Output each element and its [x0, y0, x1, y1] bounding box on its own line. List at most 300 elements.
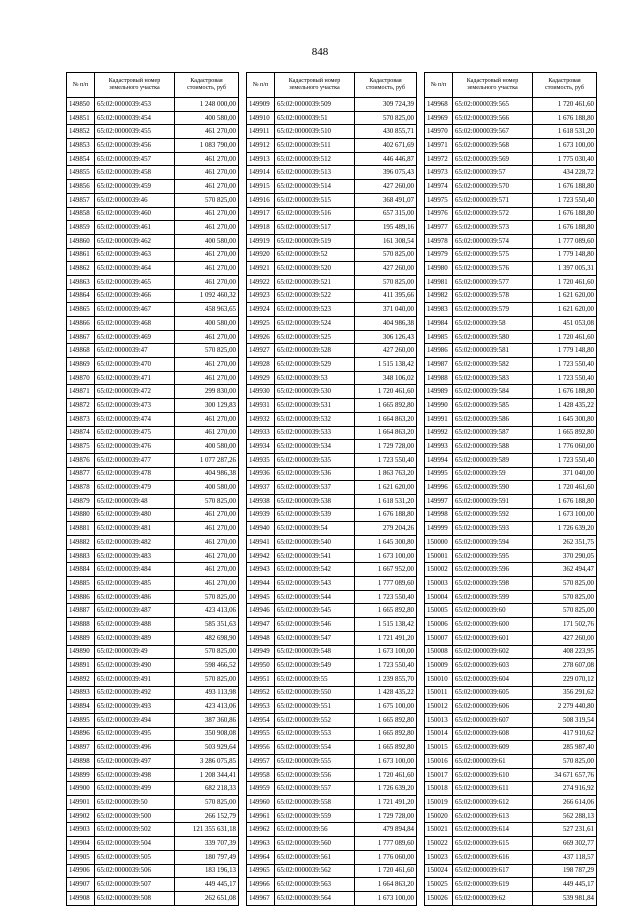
cadastral-value: 1 673 100,00 [355, 891, 417, 905]
table-row [67, 193, 239, 207]
row-number: 149894 [67, 700, 95, 714]
cadastral-value: 461 270,00 [175, 508, 239, 522]
cadastral-number: 65:02:0000039:525 [275, 330, 355, 344]
row-number: 149884 [67, 563, 95, 577]
table-row [425, 440, 597, 454]
row-number: 149965 [247, 864, 275, 878]
table-row [247, 481, 417, 495]
header-cadastral: Кадастровый номер земельного участка [453, 73, 533, 98]
cadastral-value: 503 929,64 [175, 741, 239, 755]
row-number: 149897 [67, 741, 95, 755]
cadastral-number: 65:02:0000039:610 [453, 768, 533, 782]
cadastral-number: 65:02:0000039:469 [95, 330, 175, 344]
cadastral-value: 1 673 100,00 [533, 139, 597, 153]
cadastral-number: 65:02:0000039:529 [275, 358, 355, 372]
cadastral-number: 65:02:0000039:51 [275, 111, 355, 125]
row-number: 149960 [247, 796, 275, 810]
cadastral-value: 1 776 060,00 [355, 850, 417, 864]
cadastral-number: 65:02:0000039:585 [453, 399, 533, 413]
cadastral-value: 570 825,00 [175, 590, 239, 604]
table-row [425, 508, 597, 522]
cadastral-number: 65:02:0000039:567 [453, 125, 533, 139]
table-row [67, 98, 239, 112]
row-number: 149874 [67, 426, 95, 440]
cadastral-number: 65:02:0000039:609 [453, 741, 533, 755]
table-row [247, 645, 417, 659]
cadastral-number: 65:02:0000039:453 [95, 98, 175, 112]
cadastral-value: 1 621 620,00 [533, 303, 597, 317]
table-row [67, 385, 239, 399]
cadastral-number: 65:02:0000039:542 [275, 563, 355, 577]
cadastral-number: 65:02:0000039:578 [453, 289, 533, 303]
cadastral-number: 65:02:0000039:552 [275, 713, 355, 727]
cadastral-value: 1 723 550,40 [533, 193, 597, 207]
cadastral-number: 65:02:0000039:488 [95, 618, 175, 632]
cadastral-value: 1 083 790,00 [175, 139, 239, 153]
header-num: № п/п [67, 73, 95, 98]
table-row [247, 522, 417, 536]
cadastral-number: 65:02:0000039:573 [453, 221, 533, 235]
cadastral-number: 65:02:0000039:459 [95, 180, 175, 194]
cadastral-value: 1 673 100,00 [533, 508, 597, 522]
table-row [67, 727, 239, 741]
row-number: 149937 [247, 481, 275, 495]
cadastral-value: 279 204,26 [355, 522, 417, 536]
cadastral-value: 1 776 060,00 [533, 440, 597, 454]
row-number: 149862 [67, 262, 95, 276]
cadastral-value: 446 446,87 [355, 152, 417, 166]
cadastral-number: 65:02:0000039:52 [275, 248, 355, 262]
cadastral-number: 65:02:0000039:475 [95, 426, 175, 440]
table-row [247, 590, 417, 604]
table-row [425, 317, 597, 331]
row-number: 150018 [425, 782, 453, 796]
cadastral-value: 1 664 863,20 [355, 412, 417, 426]
table-row [247, 426, 417, 440]
cadastral-number: 65:02:0000039:50 [95, 796, 175, 810]
table-row [247, 741, 417, 755]
table-row [425, 891, 597, 905]
row-number: 149871 [67, 385, 95, 399]
row-number: 149922 [247, 275, 275, 289]
cadastral-value: 1 777 089,60 [533, 234, 597, 248]
row-number: 149956 [247, 741, 275, 755]
row-number: 149901 [67, 796, 95, 810]
row-number: 149936 [247, 467, 275, 481]
cadastral-number: 65:02:0000039:528 [275, 344, 355, 358]
row-number: 149949 [247, 645, 275, 659]
cadastral-value: 368 491,07 [355, 193, 417, 207]
cadastral-number: 65:02:0000039:464 [95, 262, 175, 276]
row-number: 150021 [425, 823, 453, 837]
row-number: 150010 [425, 672, 453, 686]
table-row [67, 618, 239, 632]
cadastral-number: 65:02:0000039:492 [95, 686, 175, 700]
cadastral-number: 65:02:0000039:560 [275, 837, 355, 851]
cadastral-number: 65:02:0000039:566 [453, 111, 533, 125]
row-number: 149900 [67, 782, 95, 796]
cadastral-value: 1 676 188,80 [533, 207, 597, 221]
cadastral-number: 65:02:0000039:482 [95, 536, 175, 550]
cadastral-value: 1 721 491,20 [355, 631, 417, 645]
row-number: 150002 [425, 563, 453, 577]
cadastral-value: 1 723 550,40 [533, 358, 597, 372]
cadastral-number: 65:02:0000039:596 [453, 563, 533, 577]
cadastral-number: 65:02:0000039:473 [95, 399, 175, 413]
table-row [67, 344, 239, 358]
cadastral-number: 65:02:0000039:484 [95, 563, 175, 577]
cadastral-value: 1 618 531,20 [533, 125, 597, 139]
table-row [425, 371, 597, 385]
row-number: 149958 [247, 768, 275, 782]
cadastral-number: 65:02:0000039:454 [95, 111, 175, 125]
row-number: 149867 [67, 330, 95, 344]
cadastral-number: 65:02:0000039:504 [95, 837, 175, 851]
cadastral-number: 65:02:0000039:551 [275, 700, 355, 714]
cadastral-value: 461 270,00 [175, 248, 239, 262]
cadastral-value: 1 720 461,60 [533, 98, 597, 112]
table-body [425, 98, 597, 906]
table-row [67, 152, 239, 166]
cadastral-number: 65:02:0000039:558 [275, 796, 355, 810]
table-row [247, 317, 417, 331]
row-number: 149893 [67, 686, 95, 700]
table-row [67, 399, 239, 413]
cadastral-value: 1 775 030,40 [533, 152, 597, 166]
row-number: 149906 [67, 864, 95, 878]
cadastral-number: 65:02:0000039:471 [95, 371, 175, 385]
cadastral-number: 65:02:0000039:467 [95, 303, 175, 317]
table-row [247, 563, 417, 577]
cadastral-value: 262 651,08 [175, 891, 239, 905]
cadastral-value: 195 489,16 [355, 221, 417, 235]
cadastral-number: 65:02:0000039:537 [275, 481, 355, 495]
table-row [425, 98, 597, 112]
table-row [67, 330, 239, 344]
table-row [67, 125, 239, 139]
row-number: 150024 [425, 864, 453, 878]
table-row [67, 207, 239, 221]
cadastral-value: 570 825,00 [533, 577, 597, 591]
cadastral-value: 461 270,00 [175, 207, 239, 221]
cadastral-number: 65:02:0000039:477 [95, 453, 175, 467]
cadastral-number: 65:02:0000039:474 [95, 412, 175, 426]
cadastral-number: 65:02:0000039:499 [95, 782, 175, 796]
table-row [67, 796, 239, 810]
table-row [425, 590, 597, 604]
cadastral-value: 1 667 952,00 [355, 563, 417, 577]
table-row [247, 700, 417, 714]
row-number: 149945 [247, 590, 275, 604]
table-row [247, 659, 417, 673]
row-number: 149918 [247, 221, 275, 235]
row-number: 149993 [425, 440, 453, 454]
cadastral-number: 65:02:0000039:564 [275, 891, 355, 905]
cadastral-value: 570 825,00 [355, 248, 417, 262]
cadastral-number: 65:02:0000039:598 [453, 577, 533, 591]
row-number: 149882 [67, 536, 95, 550]
cadastral-value: 1 675 100,00 [355, 700, 417, 714]
table-row [425, 494, 597, 508]
table-row [425, 864, 597, 878]
cadastral-value: 570 825,00 [533, 755, 597, 769]
cadastral-number: 65:02:0000039:530 [275, 385, 355, 399]
cadastral-number: 65:02:0000039:555 [275, 755, 355, 769]
row-number: 149988 [425, 371, 453, 385]
row-number: 149895 [67, 713, 95, 727]
table-row [247, 399, 417, 413]
row-number: 150007 [425, 631, 453, 645]
cadastral-number: 65:02:0000039:507 [95, 878, 175, 892]
row-number: 149904 [67, 837, 95, 851]
table-row [425, 234, 597, 248]
cadastral-value: 1 676 188,80 [533, 111, 597, 125]
cadastral-value: 570 825,00 [175, 645, 239, 659]
cadastral-value: 449 445,17 [175, 878, 239, 892]
row-number: 149955 [247, 727, 275, 741]
table-row [247, 837, 417, 851]
table-row [247, 152, 417, 166]
row-number: 149914 [247, 166, 275, 180]
row-number: 149909 [247, 98, 275, 112]
table-row [425, 467, 597, 481]
row-number: 149940 [247, 522, 275, 536]
table-header-row [67, 73, 239, 98]
cadastral-value: 350 908,08 [175, 727, 239, 741]
cadastral-number: 65:02:0000039:476 [95, 440, 175, 454]
table-row [425, 385, 597, 399]
table-row [67, 809, 239, 823]
cadastral-value: 356 291,62 [533, 686, 597, 700]
cadastral-number: 65:02:0000039:462 [95, 234, 175, 248]
cadastral-value: 669 302,77 [533, 837, 597, 851]
row-number: 149888 [67, 618, 95, 632]
cadastral-value: 309 724,39 [355, 98, 417, 112]
row-number: 150015 [425, 741, 453, 755]
cadastral-value: 1 720 461,60 [355, 385, 417, 399]
table-row [425, 221, 597, 235]
cadastral-value: 570 825,00 [175, 344, 239, 358]
row-number: 150020 [425, 809, 453, 823]
cadastral-number: 65:02:0000039:544 [275, 590, 355, 604]
cadastral-value: 461 270,00 [175, 152, 239, 166]
table-row [247, 755, 417, 769]
table-row [425, 563, 597, 577]
cadastral-value: 1 676 188,80 [355, 508, 417, 522]
table-row [67, 782, 239, 796]
cadastral-value: 1 645 300,80 [355, 536, 417, 550]
cadastral-number: 65:02:0000039:487 [95, 604, 175, 618]
row-number: 149972 [425, 152, 453, 166]
cadastral-number: 65:02:0000039:493 [95, 700, 175, 714]
cadastral-value: 121 355 631,18 [175, 823, 239, 837]
row-number: 150023 [425, 850, 453, 864]
table-row [425, 152, 597, 166]
row-number: 149883 [67, 549, 95, 563]
table-row [425, 823, 597, 837]
cadastral-number: 65:02:0000039:606 [453, 700, 533, 714]
row-number: 150016 [425, 755, 453, 769]
table-row [425, 604, 597, 618]
cadastral-value: 1 777 089,60 [355, 837, 417, 851]
table-row [247, 713, 417, 727]
cadastral-value: 1 239 855,70 [355, 672, 417, 686]
table-row [247, 453, 417, 467]
row-number: 149898 [67, 755, 95, 769]
header-value: Кадастровая стоимость, руб [175, 73, 239, 98]
row-number: 149985 [425, 330, 453, 344]
cadastral-value: 1 428 435,22 [355, 686, 417, 700]
cadastral-number: 65:02:0000039:534 [275, 440, 355, 454]
cadastral-number: 65:02:0000039:582 [453, 358, 533, 372]
cadastral-value: 461 270,00 [175, 275, 239, 289]
cadastral-number: 65:02:0000039:485 [95, 577, 175, 591]
cadastral-number: 65:02:0000039:48 [95, 494, 175, 508]
table-row [67, 631, 239, 645]
cadastral-number: 65:02:0000039:532 [275, 412, 355, 426]
row-number: 149982 [425, 289, 453, 303]
table-row [425, 344, 597, 358]
row-number: 149986 [425, 344, 453, 358]
cadastral-value: 493 113,98 [175, 686, 239, 700]
cadastral-number: 65:02:0000039:599 [453, 590, 533, 604]
row-number: 149929 [247, 371, 275, 385]
cadastral-value: 570 825,00 [175, 796, 239, 810]
table-row [67, 412, 239, 426]
cadastral-number: 65:02:0000039:557 [275, 782, 355, 796]
table-row [425, 426, 597, 440]
row-number: 149948 [247, 631, 275, 645]
table-row [247, 809, 417, 823]
cadastral-number: 65:02:0000039:541 [275, 549, 355, 563]
cadastral-number: 65:02:0000039:538 [275, 494, 355, 508]
row-number: 150011 [425, 686, 453, 700]
cadastral-number: 65:02:0000039:479 [95, 481, 175, 495]
cadastral-number: 65:02:0000039:516 [275, 207, 355, 221]
row-number: 149991 [425, 412, 453, 426]
cadastral-value: 411 395,66 [355, 289, 417, 303]
cadastral-number: 65:02:0000039:588 [453, 440, 533, 454]
row-number: 149916 [247, 193, 275, 207]
row-number: 150006 [425, 618, 453, 632]
row-number: 149908 [67, 891, 95, 905]
row-number: 149861 [67, 248, 95, 262]
table-row [247, 796, 417, 810]
cadastral-number: 65:02:0000039:522 [275, 289, 355, 303]
row-number: 149925 [247, 317, 275, 331]
row-number: 149959 [247, 782, 275, 796]
cadastral-value: 371 040,00 [533, 467, 597, 481]
cadastral-value: 400 580,00 [175, 317, 239, 331]
row-number: 149952 [247, 686, 275, 700]
row-number: 150019 [425, 796, 453, 810]
table-row [67, 686, 239, 700]
cadastral-value: 387 360,86 [175, 713, 239, 727]
cadastral-number: 65:02:0000039:505 [95, 850, 175, 864]
table-row [425, 399, 597, 413]
row-number: 149923 [247, 289, 275, 303]
table-row [247, 467, 417, 481]
table-row [67, 508, 239, 522]
row-number: 149851 [67, 111, 95, 125]
header-value: Кадастровая стоимость, руб [355, 73, 417, 98]
row-number: 149872 [67, 399, 95, 413]
row-number: 149880 [67, 508, 95, 522]
cadastral-value: 461 270,00 [175, 330, 239, 344]
cadastral-number: 65:02:0000039:608 [453, 727, 533, 741]
row-number: 149927 [247, 344, 275, 358]
cadastral-value: 1 777 089,60 [355, 577, 417, 591]
row-number: 149859 [67, 221, 95, 235]
table-row [247, 139, 417, 153]
row-number: 149856 [67, 180, 95, 194]
cadastral-number: 65:02:0000039:583 [453, 371, 533, 385]
table-row [425, 166, 597, 180]
row-number: 149989 [425, 385, 453, 399]
cadastral-value: 198 787,29 [533, 864, 597, 878]
table-row [425, 700, 597, 714]
row-number: 149964 [247, 850, 275, 864]
cadastral-value: 461 270,00 [175, 262, 239, 276]
cadastral-value: 585 351,63 [175, 618, 239, 632]
cadastral-value: 427 260,00 [355, 262, 417, 276]
cadastral-value: 461 270,00 [175, 577, 239, 591]
cadastral-value: 427 260,00 [355, 344, 417, 358]
cadastral-number: 65:02:0000039:586 [453, 412, 533, 426]
table-row [67, 358, 239, 372]
row-number: 149902 [67, 809, 95, 823]
cadastral-number: 65:02:0000039:595 [453, 549, 533, 563]
row-number: 149911 [247, 125, 275, 139]
cadastral-value: 266 614,06 [533, 796, 597, 810]
table-row [247, 494, 417, 508]
row-number: 150005 [425, 604, 453, 618]
cadastral-value: 370 290,05 [533, 549, 597, 563]
table-row [247, 549, 417, 563]
cadastral-number: 65:02:0000039:616 [453, 850, 533, 864]
cadastral-value: 427 260,00 [355, 180, 417, 194]
table-row [247, 248, 417, 262]
row-number: 150001 [425, 549, 453, 563]
cadastral-number: 65:02:0000039:611 [453, 782, 533, 796]
table-row [425, 768, 597, 782]
page-number: 848 [311, 46, 329, 58]
table-row [247, 234, 417, 248]
cadastral-number: 65:02:0000039:520 [275, 262, 355, 276]
cadastral-value: 1 720 461,60 [355, 864, 417, 878]
cadastral-value: 1 779 148,80 [533, 344, 597, 358]
row-number: 150017 [425, 768, 453, 782]
row-number: 150014 [425, 727, 453, 741]
table-row [67, 262, 239, 276]
row-number: 149854 [67, 152, 95, 166]
table-row [67, 440, 239, 454]
row-number: 149915 [247, 180, 275, 194]
cadastral-number: 65:02:0000039:466 [95, 289, 175, 303]
cadastral-number: 65:02:0000039:549 [275, 659, 355, 673]
cadastral-value: 1 723 550,40 [355, 659, 417, 673]
row-number: 149979 [425, 248, 453, 262]
cadastral-number: 65:02:0000039:502 [95, 823, 175, 837]
row-number: 149941 [247, 536, 275, 550]
row-number: 149924 [247, 303, 275, 317]
cadastral-value: 1 676 188,80 [533, 494, 597, 508]
cadastral-number: 65:02:0000039:607 [453, 713, 533, 727]
cadastral-number: 65:02:0000039:592 [453, 508, 533, 522]
cadastral-value: 274 916,92 [533, 782, 597, 796]
table-row [247, 727, 417, 741]
cadastral-value: 1 723 550,40 [355, 590, 417, 604]
